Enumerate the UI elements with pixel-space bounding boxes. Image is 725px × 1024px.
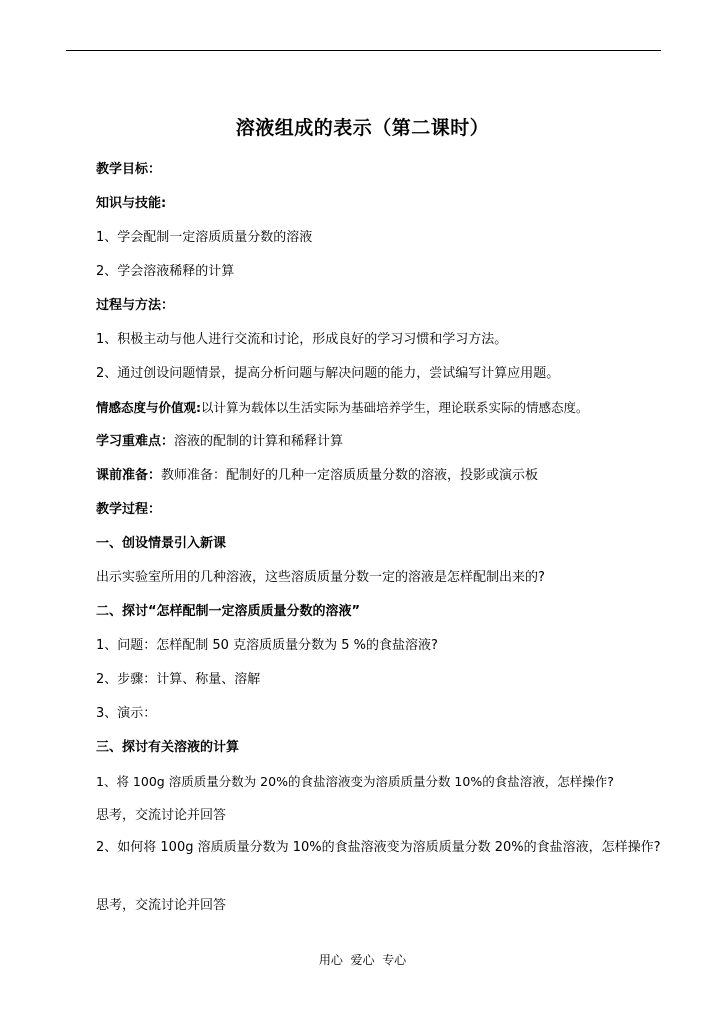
- paragraph-line: 思考，交流讨论并回答: [96, 808, 227, 823]
- paragraph-line: 2、学会溶液稀释的计算: [96, 264, 235, 279]
- paragraph-preparation: [96, 468, 538, 484]
- paragraph-line: 2、步骤：计算、称量、溶解: [96, 672, 261, 687]
- section-heading-2: 二、探讨“怎样配制一定溶质质量分数的溶液”: [96, 604, 361, 619]
- paragraph-line: 1、积极主动与他人进行交流和讨论，形成良好的学习习惯和学习方法。: [96, 332, 508, 347]
- paragraph-line: 1、将 100g 溶质质量分数为 20%的食盐溶液变为溶质质量分数 10%的食盐溶液，怎样操作?: [96, 774, 614, 789]
- page-footer: 用心 爱心 专心: [318, 953, 407, 967]
- paragraph-line: 1、学会配制一定溶质质量分数的溶液: [96, 230, 313, 245]
- key-points-text: 溶液的配制的计算和稀释计算: [174, 434, 344, 449]
- preparation-text: 教师准备：配制好的几种一定溶质质量分数的溶液，投影或演示板: [161, 468, 539, 483]
- paragraph-key-points: [96, 434, 343, 450]
- section-heading-objectives: 教学目标：: [96, 162, 162, 177]
- paragraph-wrapped: 2、如何将 100g 溶质质量分数为 10%的食盐溶液变为溶质质量分数 20%的食盐溶液，怎样操作?: [96, 840, 661, 855]
- section-heading-teaching-process: 教学过程：: [96, 502, 162, 517]
- key-points-label: 学习重难点：: [96, 434, 175, 449]
- section-heading-process: 过程与方法：: [96, 298, 175, 313]
- section-heading-1: 一、创设情景引入新课: [96, 536, 227, 551]
- paragraph-line: 3、演示：: [96, 706, 157, 721]
- section-heading-3: 三、探讨有关溶液的计算: [96, 740, 240, 755]
- paragraph-line: 思考，交流讨论并回答: [96, 898, 227, 913]
- attitude-text: 以计算为载体以生活实际为基础培养学生，理论联系实际的情感态度。: [201, 400, 589, 415]
- document-title: 溶液组成的表示（第二课时）: [235, 117, 490, 139]
- paragraph-line: 1、问题：怎样配制 50 克溶质质量分数为 5 %的食盐溶液?: [96, 638, 438, 653]
- header-rule: [66, 50, 661, 51]
- attitude-label: 情感态度与价值观:: [96, 400, 201, 415]
- paragraph-line: 2、通过创设问题情景，提高分析问题与解决问题的能力，尝试编写计算应用题。: [96, 366, 560, 381]
- paragraph-attitude: [96, 400, 589, 416]
- paragraph-line: 出示实验室所用的几种溶液，这些溶质质量分数一定的溶液是怎样配制出来的?: [96, 570, 545, 585]
- preparation-label: 课前准备：: [96, 468, 162, 483]
- section-heading-knowledge: 知识与技能:: [96, 196, 167, 211]
